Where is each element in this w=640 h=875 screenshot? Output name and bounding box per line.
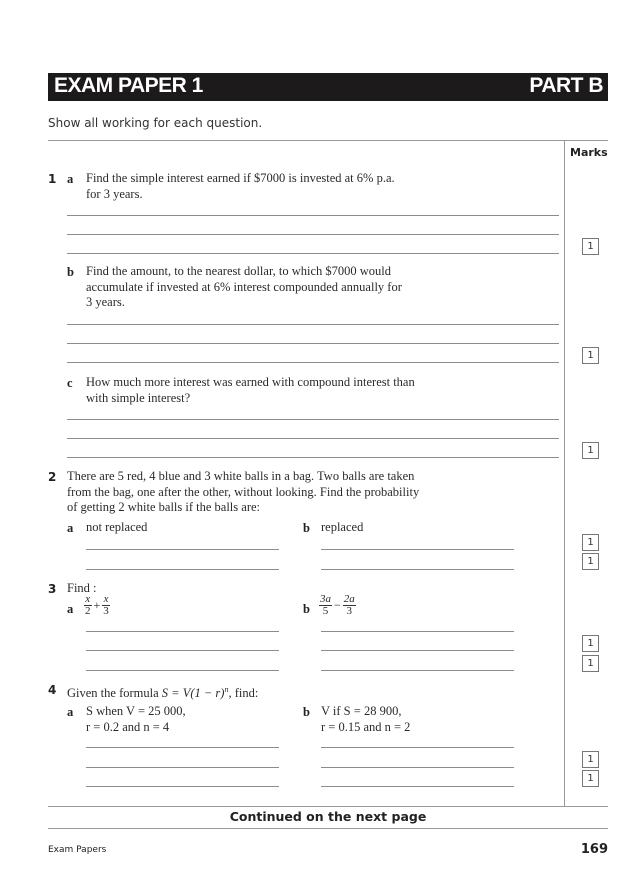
mark-box-2a: 1 [582, 534, 599, 551]
fraction: $\frac{x}{2}$ [85, 593, 91, 617]
answer-line[interactable] [321, 786, 514, 787]
answer-line[interactable] [321, 549, 514, 550]
answer-line[interactable] [67, 362, 559, 363]
answer-line[interactable] [86, 631, 279, 632]
question-1a-label: a [67, 172, 74, 186]
question-3b-expression: $\frac{3a}{5}$ − $\frac{2a}{3}$ [320, 593, 355, 617]
fraction: $\frac{2a}{3}$ [343, 593, 355, 617]
question-3a-label: a [67, 602, 74, 616]
answer-line[interactable] [67, 253, 559, 254]
mark-box-3a: 1 [582, 635, 599, 652]
answer-line[interactable] [67, 234, 559, 235]
question-4a-label: a [67, 705, 74, 719]
question-2a-text: not replaced [86, 520, 148, 534]
answer-line[interactable] [86, 549, 279, 550]
answer-line[interactable] [86, 767, 279, 768]
bottom-rule [48, 806, 608, 807]
answer-line[interactable] [321, 767, 514, 768]
answer-line[interactable] [67, 324, 559, 325]
answer-line[interactable] [321, 650, 514, 651]
answer-line[interactable] [67, 419, 559, 420]
answer-line[interactable] [67, 457, 559, 458]
mark-box-1c: 1 [582, 442, 599, 459]
question-2b-text: replaced [321, 520, 364, 534]
page-number: 169 [580, 842, 608, 857]
continued-rule [48, 828, 608, 829]
question-4b-label: b [303, 705, 310, 719]
mark-box-1b: 1 [582, 347, 599, 364]
answer-line[interactable] [86, 569, 279, 570]
question-1a-text: Find the simple interest earned if $7000 is invested at 6% p.a. for 3 years. [86, 171, 395, 201]
marks-column-header: Marks [570, 146, 608, 159]
answer-line[interactable] [321, 747, 514, 748]
answer-line[interactable] [86, 747, 279, 748]
question-2a-label: a [67, 521, 74, 535]
question-3-text: Find : [67, 581, 97, 595]
question-1-number: 1 [48, 172, 57, 186]
question-1c-text: How much more interest was earned with compound interest than with simple interest? [86, 375, 415, 405]
question-4b-text: V if S = 28 900, r = 0.15 and n = 2 [321, 704, 411, 734]
question-2b-label: b [303, 521, 310, 535]
question-1c-label: c [67, 376, 73, 390]
question-2-number: 2 [48, 470, 57, 484]
answer-line[interactable] [86, 786, 279, 787]
fraction: $\frac{x}{3}$ [103, 593, 109, 617]
mark-box-4a: 1 [582, 751, 599, 768]
fraction: $\frac{3a}{5}$ [320, 593, 331, 617]
instruction-text: Show all working for each question. [48, 116, 263, 130]
question-3-number: 3 [48, 582, 57, 596]
marks-column-divider [564, 140, 565, 807]
question-2-text: There are 5 red, 4 blue and 3 white balls in a bag. Two balls are taken from the bag, one after the other, without looking. Find the probability of getting 2 white balls if the balls are: [67, 469, 420, 514]
mark-box-4b: 1 [582, 770, 599, 787]
continued-notice: Continued on the next page [229, 809, 427, 824]
top-rule [48, 140, 608, 141]
answer-line[interactable] [67, 438, 559, 439]
answer-line[interactable] [86, 650, 279, 651]
exam-title: EXAM PAPER 1 [54, 74, 203, 97]
mark-box-1a: 1 [582, 238, 599, 255]
question-1b-label: b [67, 265, 74, 279]
exam-part: PART B [529, 74, 603, 97]
answer-line[interactable] [67, 343, 559, 344]
question-3b-label: b [303, 602, 310, 616]
question-1b-text: Find the amount, to the nearest dollar, to which $7000 would accumulate if invested at 6% interest compounded annually for 3 years. [86, 264, 402, 309]
mark-box-3b: 1 [582, 655, 599, 672]
question-3a-expression: $\frac{x}{2}$ + $\frac{x}{3}$ [85, 593, 109, 617]
answer-line[interactable] [321, 631, 514, 632]
answer-line[interactable] [321, 569, 514, 570]
question-4-text: Given the formula $S = V(1 - r)^n$, find: [67, 685, 259, 701]
answer-line[interactable] [86, 670, 279, 671]
mark-box-2b: 1 [582, 553, 599, 570]
question-4a-text: S when V = 25 000, r = 0.2 and n = 4 [86, 704, 186, 734]
question-4-number: 4 [48, 683, 57, 697]
answer-line[interactable] [67, 215, 559, 216]
header-bar [48, 73, 608, 101]
footer-section-name: Exam Papers [48, 845, 107, 855]
answer-line[interactable] [321, 670, 514, 671]
